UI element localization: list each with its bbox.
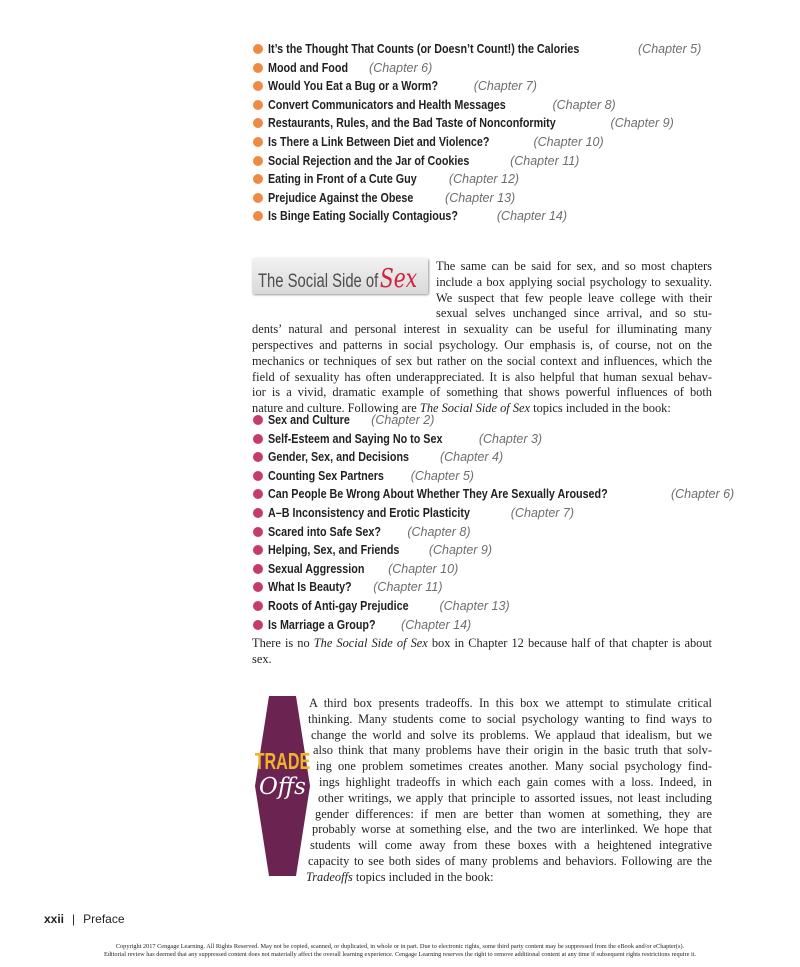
- bullet-icon: [253, 44, 263, 54]
- logo-prefix: The Social Side of: [258, 271, 379, 292]
- topic-title: It’s the Thought That Counts (or Doesn’t Count!) the Calories: [268, 42, 580, 56]
- chapter-reference: (Chapter 2): [371, 413, 435, 427]
- paragraph-line: also think that many problems have their origin in the basic truth that solv-: [313, 743, 712, 758]
- sex-topic-item: [253, 541, 734, 560]
- bullet-icon: [253, 174, 263, 184]
- chapter-reference: (Chapter 12): [448, 172, 520, 187]
- paragraph-line: ings highlight tradeoffs in which each gain comes with a loss. Indeed, in: [319, 774, 712, 789]
- chapter-reference: (Chapter 4): [439, 450, 504, 465]
- bullet-icon: [253, 415, 263, 425]
- paragraph-line: ior is a vivid, dramatic example of something that shows powerful influences of both: [252, 385, 712, 400]
- tradeoffs-logo: [255, 696, 310, 876]
- food-topic-item: [253, 207, 701, 226]
- topic-title: Would You Eat a Bug or a Worm?: [268, 79, 439, 94]
- topic-title: Helping, Sex, and Friends: [268, 543, 400, 558]
- topic-title: Social Rejection and the Jar of Cookies: [268, 153, 470, 168]
- food-topic-item: [253, 96, 701, 115]
- page-number: xxii: [44, 912, 65, 926]
- paragraph-line: gender differences: if men are better than women at something, they are: [315, 806, 712, 821]
- bullet-icon: [253, 137, 263, 147]
- chapter-reference: (Chapter 14): [401, 617, 472, 632]
- bullet-icon: [253, 193, 263, 203]
- chapter-reference: (Chapter 9): [428, 543, 493, 558]
- tradeoffs-logo-top: TRADE: [255, 749, 310, 775]
- chapter-reference: (Chapter 5): [638, 42, 702, 56]
- sex-topic-item: [253, 467, 734, 486]
- topic-title: Is There a Link Between Diet and Violence?: [268, 134, 490, 149]
- topic-title: Restaurants, Rules, and the Bad Taste of Nonconformity: [268, 116, 556, 131]
- chapter-reference: (Chapter 13): [439, 598, 510, 613]
- paragraph-line: sexual selves unchanged since arrival, and so stu-: [436, 306, 712, 321]
- paragraph-line: field of sexuality has often underappreciated. It is also helpful that human sexual behav-: [252, 369, 712, 384]
- chapter-reference: (Chapter 10): [533, 134, 604, 149]
- section-name: Preface: [83, 912, 125, 926]
- topic-title: Scared into Safe Sex?: [268, 524, 381, 539]
- paragraph-line: change the world and solve its problems. We applaud that idealism, but we: [311, 727, 712, 742]
- topic-title: Counting Sex Partners: [268, 468, 384, 483]
- paragraph-line: include a box applying social psychology to sexuality.: [436, 274, 712, 289]
- bullet-icon: [253, 582, 263, 592]
- topic-title: Is Marriage a Group?: [268, 617, 376, 632]
- page-footer: [44, 912, 125, 926]
- food-topic-item: [253, 133, 701, 152]
- bullet-icon: [253, 508, 263, 518]
- topic-title: What Is Beauty?: [268, 580, 352, 595]
- sex-topic-item: [253, 430, 734, 449]
- topic-title: Convert Communicators and Health Messages: [268, 97, 506, 112]
- chapter-reference: (Chapter 6): [369, 60, 433, 75]
- chapter-reference: (Chapter 8): [407, 524, 471, 539]
- copyright-line: Copyright 2017 Cengage Learning. All Rights Reserved. May not be copied, scanned, or duplicated, in whole or in part. Due to electronic rights, some third party content may be suppressed from the eBook and/or eChapter(s).: [115, 943, 685, 950]
- paragraph-line: The same can be said for sex, and so most chapters: [436, 259, 712, 273]
- topic-title: Sexual Aggression: [268, 561, 365, 576]
- topic-title: Mood and Food: [268, 60, 349, 75]
- paragraph-line: perspectives and patterns in social psychology. Our emphasis is, of course, not on the: [252, 337, 712, 352]
- bullet-icon: [253, 620, 263, 630]
- sex-topic-item: [253, 504, 734, 523]
- topic-title: Sex and Culture: [268, 413, 350, 427]
- chapter-reference: (Chapter 13): [445, 190, 516, 205]
- note-line: There is no The Social Side of Sex box in Chapter 12 because half of that chapter is about: [252, 636, 712, 650]
- food-topic-item: [253, 189, 701, 208]
- bullet-icon: [253, 601, 263, 611]
- sex-topic-item: [253, 578, 734, 597]
- paragraph-line: dents’ natural and personal interest in sexuality can be useful for illuminating many: [252, 322, 712, 337]
- chapter-reference: (Chapter 11): [510, 153, 580, 168]
- chapter-reference: (Chapter 11): [373, 580, 443, 595]
- sex-topic-item: [253, 411, 734, 430]
- topic-title: Roots of Anti-gay Prejudice: [268, 598, 409, 613]
- topic-title: Gender, Sex, and Decisions: [268, 450, 409, 465]
- paragraph-line: We suspect that few people leave college with their: [436, 290, 712, 305]
- topic-title: Is Binge Eating Socially Contagious?: [268, 209, 458, 224]
- paragraph-line: A third box presents tradeoffs. In this box we attempt to stimulate critical: [309, 696, 712, 710]
- no-box-note: [252, 636, 712, 668]
- logo-emphasis: Sex: [379, 264, 418, 294]
- chapter-reference: (Chapter 9): [610, 116, 674, 131]
- bullet-icon: [253, 452, 263, 462]
- food-topic-item: [253, 152, 701, 171]
- bullet-icon: [253, 100, 263, 110]
- bullet-icon: [253, 211, 263, 221]
- food-topic-item: [253, 77, 701, 96]
- chapter-reference: (Chapter 8): [552, 97, 616, 112]
- topic-title: A–B Inconsistency and Erotic Plasticity: [268, 505, 470, 520]
- paragraph-line: mechanics or techniques of sex but rather on the social context and influences, which the: [252, 353, 712, 368]
- bullet-icon: [253, 564, 263, 574]
- bullet-icon: [253, 81, 263, 91]
- chapter-reference: (Chapter 6): [670, 487, 735, 502]
- bullet-icon: [253, 545, 263, 555]
- sex-topic-item: [253, 616, 734, 635]
- paragraph-line: probably worse at something else, and the two are interlinked. We hope that: [312, 822, 712, 837]
- chapter-reference: (Chapter 5): [410, 468, 474, 483]
- bullet-icon: [253, 156, 263, 166]
- food-topic-item: [253, 114, 701, 133]
- paragraph-line: ing one problem sometimes creates another. Many social psychology find-: [316, 759, 712, 774]
- chapter-reference: (Chapter 10): [388, 561, 459, 576]
- bullet-icon: [253, 527, 263, 537]
- sex-topics-list: [253, 411, 734, 634]
- copyright-line: Editorial review has deemed that any suppressed content does not materially affect the overall learning experience. Cengage Learning reserves the right to remove additional content at any time if subsequent rights restrictions require it.: [103, 951, 697, 959]
- paragraph-line: capacity to see both sides of many problems and behaviors. Following are the: [308, 853, 712, 868]
- note-line: sex.: [252, 651, 272, 666]
- paragraph-line: Tradeoffs topics included in the book:: [306, 869, 494, 884]
- sex-topic-item: [253, 523, 734, 542]
- food-topic-item: [253, 40, 701, 59]
- tradeoffs-paragraph: [306, 696, 712, 886]
- bullet-icon: [253, 471, 263, 481]
- footer-divider: |: [72, 912, 76, 926]
- tradeoffs-logo-bottom: Offs: [259, 774, 306, 800]
- topic-title: Prejudice Against the Obese: [268, 190, 414, 205]
- food-topic-item: [253, 59, 701, 78]
- topic-title: Eating in Front of a Cute Guy: [268, 172, 417, 187]
- bullet-icon: [253, 489, 263, 499]
- topic-title: Self-Esteem and Saying No to Sex: [268, 431, 443, 446]
- chapter-reference: (Chapter 14): [496, 209, 568, 224]
- sex-topic-item: [253, 485, 734, 504]
- bullet-icon: [253, 118, 263, 128]
- paragraph-line: other writings, we apply that principle to assorted issues, not least including: [318, 790, 712, 805]
- chapter-reference: (Chapter 3): [478, 431, 543, 446]
- topic-title: Can People Be Wrong About Whether They Are Sexually Aroused?: [268, 487, 608, 502]
- social-side-paragraph: [252, 259, 712, 417]
- sex-topic-item: [253, 560, 734, 579]
- chapter-reference: (Chapter 7): [473, 79, 537, 94]
- paragraph-line: students will come away from these boxes with a heightened integrative: [310, 838, 712, 853]
- sex-topic-item: [253, 448, 734, 467]
- paragraph-line: thinking. Many students come to social psychology wanting to find ways to: [308, 711, 712, 726]
- bullet-icon: [253, 63, 263, 73]
- food-topic-item: [253, 170, 701, 189]
- sex-topic-item: [253, 597, 734, 616]
- paragraph-line: nature and culture. Following are The Social Side of Sex topics included in the book:: [252, 401, 671, 416]
- food-topics-list: [253, 40, 701, 226]
- copyright-notice: [10, 943, 790, 960]
- bullet-icon: [253, 434, 263, 444]
- chapter-reference: (Chapter 7): [510, 505, 575, 520]
